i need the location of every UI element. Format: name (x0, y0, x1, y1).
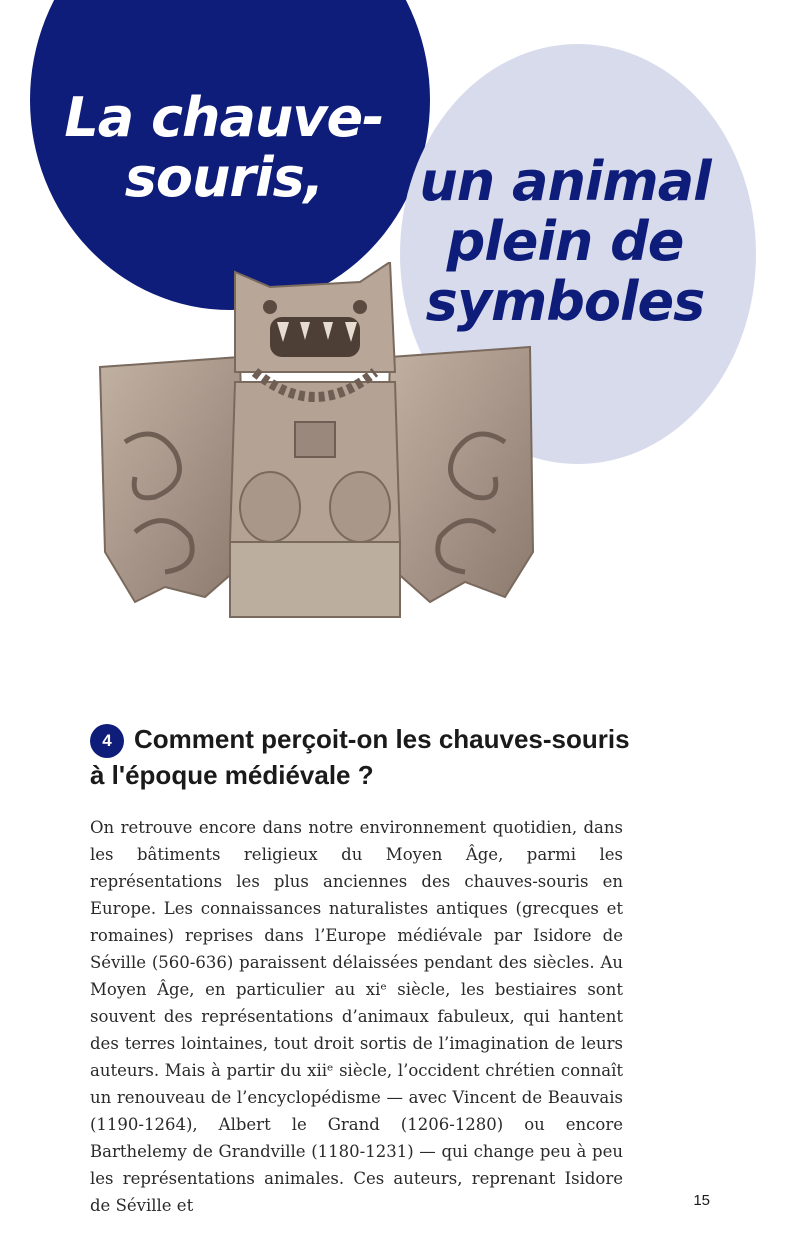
body-paragraph: On retrouve encore dans notre environnement quotidien, dans les bâtiments religieux du Moyen Âge, parmi les représentations les plus anciennes des chauves-souris en Europe. Les connaissances naturalistes antiques (grecques et romaines) reprises dans l’Europe médiévale par Isidore de Séville (560-636) paraissent délaissées pendant des siècles. Au Moyen Âge, en particulier au xiᵉ siècle, les bestiaires sont souvent des représentations d’animaux fabuleux, qui hantent des terres lointaines, tout droit sortis de l’imagination de leurs auteurs. Mais à partir du xiiᵉ siècle, l’occident chrétien connaît un renouveau de l’encyclopédisme — avec Vincent de Beauvais (1190-1264), Albert le Grand (1206-1280) ou encore Barthelemy de Grandville (1180-1231) — qui change peu à peu les représentations animales. Ces auteurs, reprenant Isidore de Séville et (90, 818, 623, 1215)
title-part-1: La chauve- souris, (64, 86, 384, 209)
page-number: 15 (693, 1192, 710, 1209)
question-text: Comment perçoit-on les chauves-souris à l'époque médiévale ? (90, 724, 630, 790)
question-heading (90, 722, 650, 792)
bat-sculpture-icon (95, 262, 535, 622)
title-part-2: un animal plein de symboles (419, 150, 711, 333)
question-number-badge: 4 (90, 724, 124, 758)
